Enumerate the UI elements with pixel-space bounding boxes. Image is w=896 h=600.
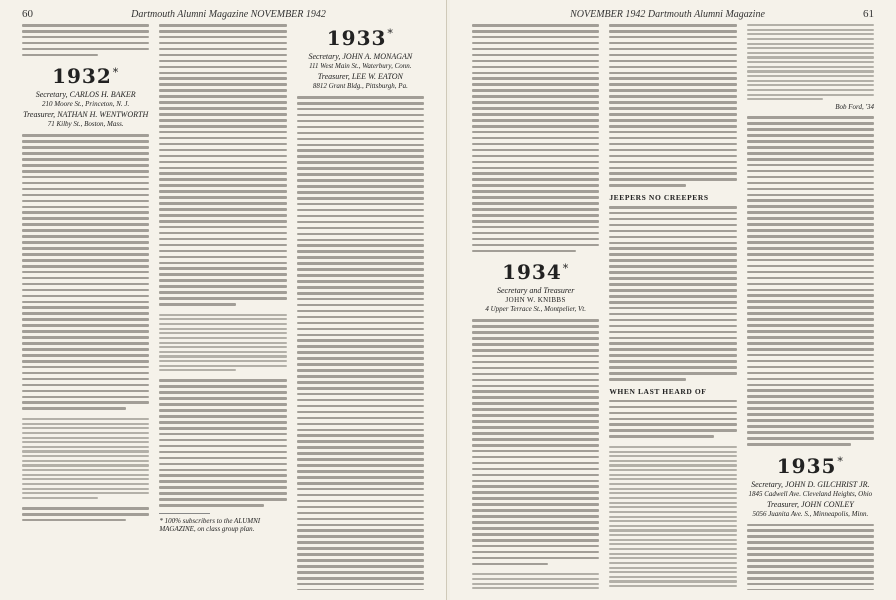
right-page bbox=[450, 0, 896, 600]
secretary-address: 111 West Main St., Waterbury, Conn. bbox=[309, 62, 412, 70]
paragraph-small bbox=[22, 418, 149, 499]
left-column-3 bbox=[297, 24, 424, 590]
secretary-name: JOHN D. GILCHRIST JR. bbox=[785, 479, 870, 489]
signature: Bob Ford, '34 bbox=[835, 103, 874, 112]
paragraph bbox=[472, 319, 599, 565]
footnote: * 100% subscribers to the ALUMNI MAGAZINE, on class group plan. bbox=[159, 516, 261, 534]
secretary-address: 210 Moore St., Princeton, N. J. bbox=[42, 100, 130, 109]
treasurer-address: 71 Kilby St., Boston, Mass. bbox=[47, 120, 124, 129]
left-page bbox=[0, 0, 447, 600]
paragraph-small bbox=[159, 314, 286, 372]
left-column-2 bbox=[159, 24, 286, 590]
class-year: 1935 bbox=[776, 453, 837, 478]
class-year: 1932 bbox=[52, 64, 112, 89]
right-column-1 bbox=[472, 24, 599, 590]
secretary-address: 4 Upper Terrace St., Montpelier, Vt. bbox=[485, 305, 586, 314]
secretary-address: 1845 Cadwell Ave. Cleveland Heights, Ohio bbox=[748, 489, 873, 498]
letter-text bbox=[747, 24, 874, 100]
left-page-number: 60 bbox=[22, 8, 33, 20]
class-year: 1934 bbox=[502, 260, 562, 285]
paragraph bbox=[297, 96, 424, 590]
class-1933-heading: 1933* Secretary, JOHN A. MONAGAN 111 West Main St., Waterbury, Conn. Treasurer, LEE W. EATON 8812 Grant Bldg., Pittsburgh, Pa. bbox=[297, 26, 424, 90]
paragraph bbox=[472, 24, 599, 252]
right-column-3 bbox=[747, 24, 874, 590]
right-running-title: NOVEMBER 1942 Dartmouth Alumni Magazine bbox=[570, 9, 765, 20]
paragraph bbox=[609, 24, 736, 187]
right-column-2 bbox=[609, 24, 736, 590]
section-subhead: WHEN LAST HEARD OF bbox=[609, 386, 707, 396]
section-subhead: JEEPERS NO CREEPERS bbox=[609, 192, 709, 202]
paragraph bbox=[22, 134, 149, 410]
secretary-name: CARLOS H. BAKER bbox=[69, 90, 136, 100]
class-year: 1933 bbox=[326, 26, 387, 50]
paragraph bbox=[159, 379, 286, 506]
letter-text bbox=[609, 446, 736, 590]
right-page-header bbox=[472, 8, 874, 22]
treasurer-name: NATHAN H. WENTWORTH bbox=[57, 110, 149, 120]
paragraph bbox=[747, 524, 874, 591]
left-page-header bbox=[22, 8, 424, 22]
class-1932-heading: 1932* Secretary, CARLOS H. BAKER 210 Moore St., Princeton, N. J. Treasurer, NATHAN H. WENTWORTH 71 Kilby St., Boston, Mass. bbox=[23, 64, 149, 129]
paragraph bbox=[609, 400, 736, 438]
paragraph bbox=[22, 507, 149, 521]
secretary-name: JOHN A. MONAGAN bbox=[342, 52, 413, 61]
paragraph bbox=[22, 24, 149, 56]
paragraph bbox=[747, 116, 874, 445]
paragraph bbox=[159, 24, 286, 306]
treasurer-name: LEE W. EATON bbox=[351, 72, 403, 81]
treasurer-address: 8812 Grant Bldg., Pittsburgh, Pa. bbox=[312, 82, 408, 90]
right-page-number: 61 bbox=[863, 8, 874, 20]
paragraph bbox=[609, 206, 736, 381]
left-column-1 bbox=[22, 24, 149, 590]
class-1934-heading: 1934* Secretary and Treasurer JOHN W. KNIBBS 4 Upper Terrace St., Montpelier, Vt. bbox=[472, 260, 599, 313]
secretary-name: JOHN W. KNIBBS bbox=[505, 296, 566, 305]
treasurer-address: 5056 Juanita Ave. S., Minneapolis, Minn. bbox=[752, 509, 869, 518]
class-1935-heading: 1935* Secretary, JOHN D. GILCHRIST JR. 1845 Cadwell Ave. Cleveland Heights, Ohio Treasurer, JOHN CONLEY 5056 Juanita Ave. S., Minneapolis, Minn. bbox=[748, 453, 873, 518]
treasurer-name: JOHN CONLEY bbox=[801, 499, 854, 509]
left-running-title: Dartmouth Alumni Magazine NOVEMBER 1942 bbox=[131, 9, 326, 20]
paragraph-small bbox=[472, 573, 599, 590]
